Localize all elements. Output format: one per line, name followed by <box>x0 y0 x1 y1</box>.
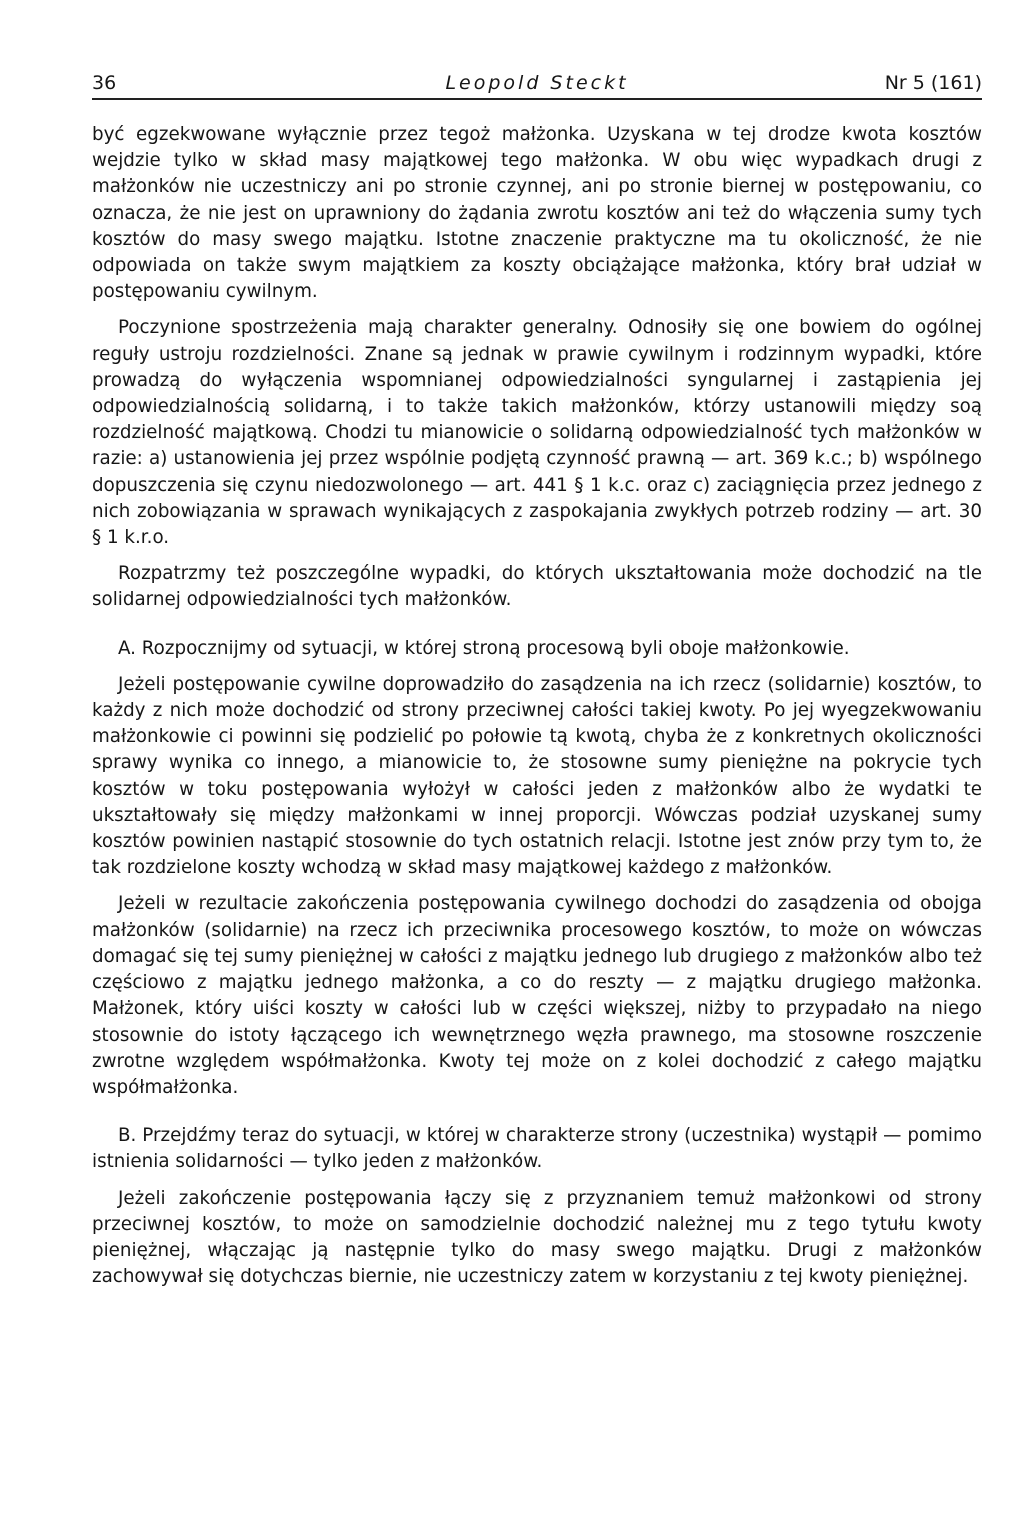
paragraph-continuation: być egzekwowane wyłącznie przez tegoż małżonka. Uzyskana w tej drodze kwota kosztów wejdzie tylko w skład masy majątkowej tego małżonka. W obu więc wypadkach drugi z małżonków nie uczestniczy ani po stronie czynnej, ani po stronie biernej w postępowaniu, co oznacza, że nie jest on uprawniony do żądania zwrotu kosztów ani też do włączenia sumy tych kosztów do masy swego majątku. Istotne znaczenie praktyczne ma tu okoliczność, że nie odpowiada on także swym majątkiem za koszty obciążające małżonka, który brał udział w postępowaniu cywilnym. <box>92 124 982 303</box>
paragraph-costs-awarded: Jeżeli postępowanie cywilne doprowadziło do zasądzenia na ich rzecz (solidarnie) kosztów, to każdy z nich może dochodzić od strony przeciwnej całości takiej kwoty. Po jej wyegzekwowaniu małżonkowie ci powinni się podzielić po połowie tą kwotą, chyba że z konkretnych okoliczności sprawy wynika co innego, a mianowicie to, że stosowne sumy pieniężne na pokrycie tych kosztów w toku postępowania wyłożył w całości jeden z małżonków albo że wydatki te ukształtowały się między małżonkami w innej proporcji. Wówczas podział uzyskanej sumy kosztów powinien nastąpić stosownie do tych ostatnich relacji. Istotne jest znów przy tym to, że tak rozdzielone koszty wchodzą w skład masy majątkowej każdego z małżonków. <box>92 673 982 879</box>
paragraph-costs-against: Jeżeli w rezultacie zakończenia postępowania cywilnego dochodzi do zasądzenia od obojga małżonków (solidarnie) na rzecz ich przeciwnika procesowego kosztów, to może on wówczas domagać się tej sumy pieniężnej w całości z majątku jednego lub drugiego z małżonków albo też częściowo z majątku jednego małżonka, a co do reszty — z majątku drugiego małżonka. Małżonek, który uiści koszty w całości lub w części większej, niżby to przypadało na niego stosownie do istoty łączącego ich wewnętrznego węzła prawnego, ma stosowne roszczenie zwrotne względem współmałżonka. Kwoty tej może on z kolei dochodzić z całego majątku współmałżonka. <box>92 893 982 1098</box>
article-body <box>92 122 982 1290</box>
issue-number: Nr 5 (161) <box>884 72 982 94</box>
section-b-heading: B. Przejdźmy teraz do sytuacji, w której w charakterze strony (uczestnika) wystąpił — pomimo istnienia solidarności — tylko jeden z małżonków. <box>92 1125 982 1173</box>
paragraph-single-spouse: Jeżeli zakończenie postępowania łączy się z przyznaniem temuż małżonkowi od strony przeciwnej kosztów, to może on samodzielnie dochodzić należnej mu z tego tytułu kwoty pieniężnej, włączając ją następnie tylko do masy swego majątku. Drugi z małżonków zachowywał się dotychczas biernie, nie uczestniczy zatem w korzystaniu z tej kwoty pieniężnej. <box>92 1187 982 1288</box>
paragraph-cases-intro: Rozpatrzmy też poszczególne wypadki, do których ukształtowania może dochodzić na tle solidarnej odpowiedzialności tych małżonków. <box>92 563 982 611</box>
page-number: 36 <box>92 72 117 94</box>
running-header <box>92 64 982 100</box>
running-head-author: Leopold Steckt <box>445 72 629 94</box>
paragraph-general-remarks: Poczynione spostrzeżenia mają charakter generalny. Odnosiły się one bowiem do ogólnej reguły ustroju rozdzielności. Znane są jednak w prawie cywilnym i rodzinnym wypadki, które prowadzą do wyłączenia wspomnianej odpowiedzialności syngularnej i zastąpienia jej odpowiedzialnością solidarną, i to także takich małżonków, którzy ustanowili między soą rozdzielność majątkową. Chodzi tu mianowicie o solidarną odpowiedzialność tych małżonków w razie: a) ustanowienia jej przez wspólnie podjętą czynność prawną — art. 369 k.c.; b) wspólnego dopuszczenia się czynu niedozwolonego — art. 441 § 1 k.c. oraz c) zaciągnięcia przez jednego z nich zobowiązania w sprawach wynikających z zaspokajania zwykłych potrzeb rodziny — art. 30 § 1 k.r.o. <box>92 317 982 549</box>
document-page <box>92 64 982 1290</box>
section-a-heading: A. Rozpocznijmy od sytuacji, w której stroną procesową byli oboje małżonkowie. <box>118 637 850 659</box>
